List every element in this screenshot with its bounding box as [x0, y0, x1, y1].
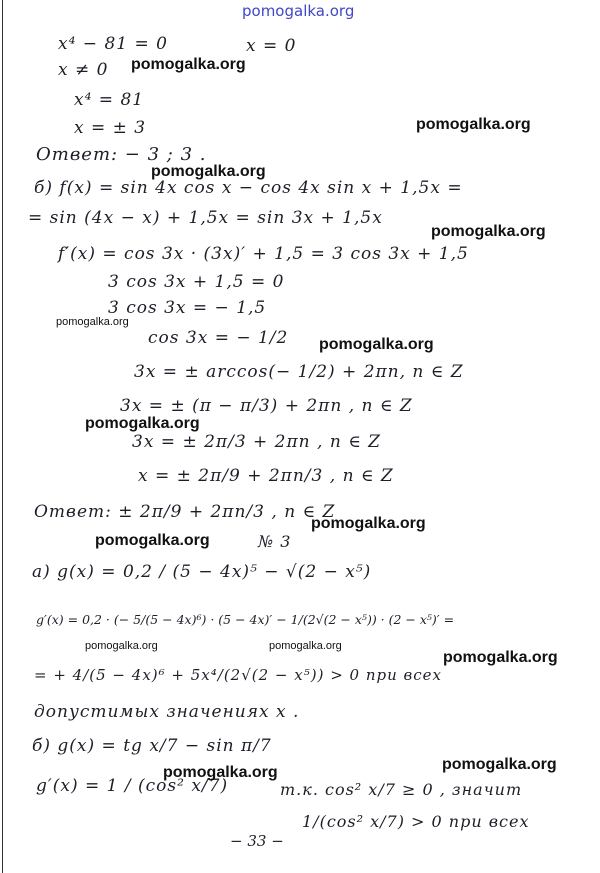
handwritten-line: = + 4/(5 − 4x)⁶ + 5x⁴/(2√(2 − x⁵)) > 0 при всех	[34, 666, 443, 684]
watermark-header: pomogalka.org	[242, 2, 355, 20]
handwritten-line: т.к. cos² x/7 ≥ 0 , значит	[280, 780, 523, 799]
handwritten-line: Ответ: − 3 ; 3 .	[36, 144, 207, 165]
handwritten-line: 3x = ± arccos(− 1/2) + 2πn, n ∈ Z	[134, 362, 464, 382]
handwritten-line: допустимых значениях x .	[34, 702, 300, 722]
handwritten-line: 3 cos 3x = − 1,5	[108, 298, 267, 318]
watermark: pomogalka.org	[95, 532, 210, 549]
watermark: pomogalka.org	[431, 223, 546, 240]
handwritten-line: g′(x) = 1 / (cos² x/7)	[36, 776, 229, 796]
handwritten-line: № 3	[258, 532, 292, 551]
watermark: pomogalka.org	[416, 116, 531, 133]
handwritten-line: 3 cos 3x + 1,5 = 0	[108, 272, 285, 292]
handwritten-line: Ответ: ± 2π/9 + 2πn/3 , n ∈ Z	[34, 502, 336, 522]
handwritten-line: 3x = ± (π − π/3) + 2πn , n ∈ Z	[120, 396, 413, 416]
handwritten-line: 1/(cos² x/7) > 0 при всех	[302, 812, 530, 831]
handwritten-line: x⁴ = 81	[74, 90, 145, 110]
watermark: pomogalka.org	[131, 56, 246, 73]
watermark: pomogalka.org	[56, 316, 129, 328]
watermark: pomogalka.org	[311, 515, 426, 532]
handwritten-line: 3x = ± 2π/3 + 2πn , n ∈ Z	[132, 432, 381, 452]
handwritten-line: x = 0	[246, 36, 297, 56]
page-number: − 33 −	[230, 832, 284, 850]
page-edge	[2, 0, 3, 873]
watermark: pomogalka.org	[85, 640, 158, 652]
watermark: pomogalka.org	[319, 336, 434, 353]
handwritten-line: а) g(x) = 0,2 / (5 − 4x)⁵ − √(2 − x⁵)	[32, 562, 372, 582]
watermark: pomogalka.org	[442, 756, 557, 773]
handwritten-line: cos 3x = − 1/2	[148, 328, 289, 348]
handwritten-line: x = ± 3	[74, 118, 147, 138]
handwritten-line: б) f(x) = sin 4x cos x − cos 4x sin x + 1,5x =	[34, 178, 463, 198]
watermark: pomogalka.org	[163, 764, 278, 781]
watermark: pomogalka.org	[443, 649, 558, 666]
handwritten-line: x⁴ − 81 = 0	[58, 34, 168, 54]
watermark: pomogalka.org	[151, 163, 266, 180]
handwritten-line: x = ± 2π/9 + 2πn/3 , n ∈ Z	[138, 466, 394, 486]
handwritten-line: f′(x) = cos 3x · (3x)′ + 1,5 = 3 cos 3x + 1,5	[58, 244, 469, 264]
handwritten-line: x ≠ 0	[58, 60, 109, 80]
handwritten-line: = sin (4x − x) + 1,5x = sin 3x + 1,5x	[28, 208, 383, 228]
handwritten-line: б) g(x) = tg x/7 − sin π/7	[32, 736, 272, 756]
watermark: pomogalka.org	[269, 640, 342, 652]
handwritten-line: g′(x) = 0,2 · (− 5/(5 − 4x)⁶) · (5 − 4x)′ − 1/(2√(2 − x⁵)) · (2 − x⁵)′ =	[36, 612, 455, 627]
watermark: pomogalka.org	[85, 415, 200, 432]
